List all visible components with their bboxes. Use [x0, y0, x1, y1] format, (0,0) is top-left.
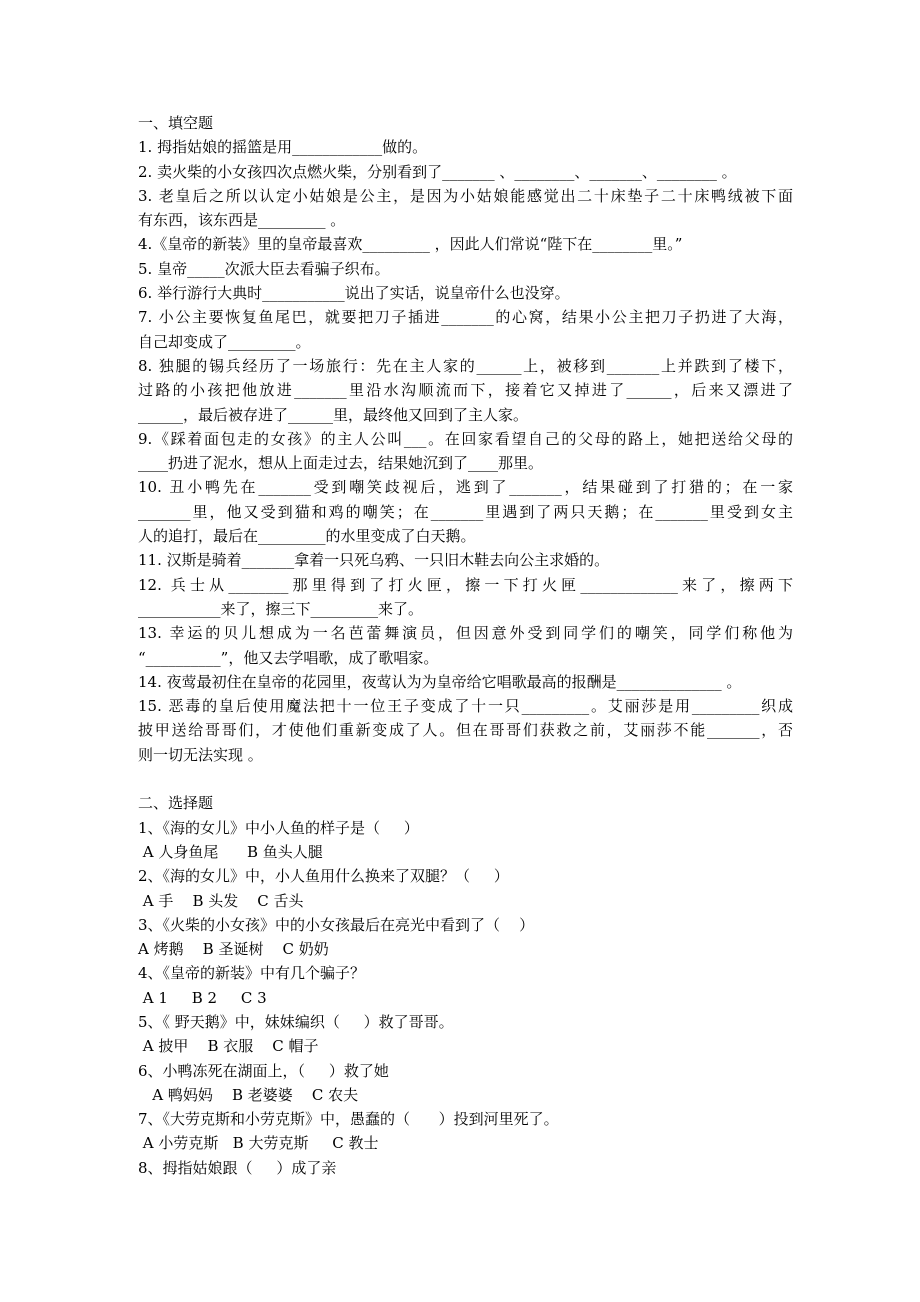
- fill-q2: 2. 卖火柴的小女孩四次点燃火柴，分别看到了_______ 、________、_______、________ 。: [138, 162, 737, 181]
- fill-q5: 5. 皇帝_____次派大臣去看骗子织布。: [138, 259, 390, 278]
- fill-q11: 11. 汉斯是骑着_______拿着一只死乌鸦、一只旧木鞋去向公主求婚的。: [138, 551, 610, 570]
- choice-q1: 1、《海的女儿》中小人鱼的样子是（ ）: [138, 818, 419, 837]
- fill-section-title: 一、填空题: [138, 114, 214, 132]
- choice-q5: 5、《 野天鹅》中，妹妹编织（ ）救了哥哥。: [138, 1012, 454, 1031]
- fill-q9-line1: 9.《踩着面包走的女孩》的主人公叫___。在回家看望自己的父母的路上，她把送给父母的: [138, 429, 793, 448]
- fill-q1: 1. 拇指姑娘的摇篮是用____________做的。: [138, 138, 428, 157]
- fill-q7-line1: 7. 小公主要恢复鱼尾巴，就要把刀子插进_______的心窝，结果小公主把刀子扔进了大海，: [138, 308, 793, 327]
- fill-q6: 6. 举行游行大典时___________说出了实话，说皇帝什么也没穿。: [138, 284, 570, 303]
- fill-q8-line1: 8. 独腿的锡兵经历了一场旅行：先在主人家的______上，被移到_______上并跌到了楼下，: [138, 356, 793, 375]
- fill-q15-line2: 披甲送给哥哥们，才使他们重新变成了人。但在哥哥们获救之前，艾丽莎不能_______，否: [138, 721, 793, 740]
- fill-q12-line1: 12. 兵士从________那里得到了打火匣，擦一下打火匣_____________来了，擦两下: [138, 575, 793, 594]
- fill-q3-line2: 有东西，该东西是_________ 。: [138, 211, 346, 230]
- fill-q10-line1: 10. 丑小鸭先在_______受到嘲笑歧视后，逃到了_______，结果碰到了打猎的；在一家: [138, 478, 793, 497]
- choice-q2: 2、《海的女儿》中，小人鱼用什么换来了双腿？（ ）: [138, 867, 509, 886]
- choice-q4-options: A 1 B 2 C 3: [138, 988, 267, 1007]
- fill-q8-line2: 过路的小孩把他放进_______里沿水沟顺流而下，接着它又掉进了______，后来又漂进了: [138, 381, 793, 400]
- choice-q7: 7、《大劳克斯和小劳克斯》中，愚蠢的（ ）投到河里死了。: [138, 1110, 559, 1129]
- fill-q3-line1: 3. 老皇后之所以认定小姑娘是公主，是因为小姑娘能感觉出二十床垫子二十床鸭绒被下面: [138, 186, 793, 205]
- choice-q1-options: A 人身鱼尾 B 鱼头人腿: [138, 842, 323, 861]
- choice-section-title: 二、选择题: [138, 794, 214, 813]
- section-gap: [138, 767, 793, 791]
- fill-q15-line1: 15. 恶毒的皇后使用魔法把十一位王子变成了十一只_________。艾丽莎是用_________织成: [138, 697, 793, 716]
- choice-q6-options: A 鸭妈妈 B 老婆婆 C 农夫: [138, 1085, 359, 1104]
- choice-q2-options: A 手 B 头发 C 舌头: [138, 891, 304, 910]
- fill-q4: 4.《皇帝的新装》里的皇帝最喜欢_________ ，因此人们常说“陛下在________里。”: [138, 235, 683, 254]
- fill-q13-line2: “__________”，他又去学唱歌，成了歌唱家。: [138, 648, 439, 667]
- fill-q8-line3: ______，最后被存进了______里，最终他又回到了主人家。: [138, 405, 529, 424]
- choice-q3: 3、《火柴的小女孩》中的小女孩最后在亮光中看到了（ ）: [138, 915, 535, 934]
- choice-q8: 8、拇指姑娘跟（ ）成了亲: [138, 1158, 337, 1177]
- choice-q3-options: A 烤鹅 B 圣诞树 C 奶奶: [138, 940, 329, 959]
- choice-q6: 6、小鸭冻死在湖面上，（ ）救了她: [138, 1061, 389, 1080]
- worksheet-content: [138, 111, 793, 1180]
- fill-q10-line2: _______里，他又受到猫和鸡的嘲笑；在_______里遇到了两只天鹅；在_______里受到女主: [138, 502, 793, 521]
- choice-q4: 4、《皇帝的新装》中有几个骗子？: [138, 964, 366, 983]
- fill-q15-line3: 则一切无法实现 。: [138, 745, 263, 764]
- fill-q10-line3: 人的追打，最后在_________的水里变成了白天鹅。: [138, 527, 476, 546]
- fill-q12-line2: ___________来了，擦三下_________来了。: [138, 599, 424, 618]
- choice-q7-options: A 小劳克斯 B 大劳克斯 C 教士: [138, 1134, 379, 1153]
- fill-q13-line1: 13. 幸运的贝儿想成为一名芭蕾舞演员，但因意外受到同学们的嘲笑，同学们称他为: [138, 624, 793, 643]
- fill-q7-line2: 自己却变成了_________。: [138, 332, 311, 351]
- choice-q5-options: A 披甲 B 衣服 C 帽子: [138, 1037, 319, 1056]
- fill-q14: 14. 夜莺最初住在皇帝的花园里，夜莺认为为皇帝给它唱歌最高的报酬是______________ 。: [138, 672, 742, 691]
- fill-q9-line2: ____扔进了泥水，想从上面走过去，结果她沉到了____那里。: [138, 454, 544, 473]
